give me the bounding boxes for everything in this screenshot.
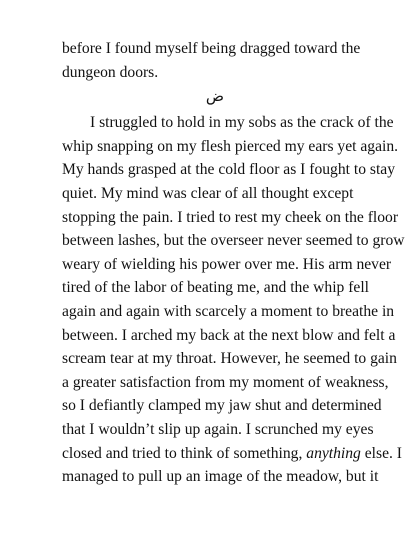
text-line: between. I arched my back at the next blow and felt a [62,326,396,344]
text-line: before I found myself being dragged toward the [62,40,361,57]
book-page [62,37,405,489]
text-line: scream tear at my throat. However, he seemed to gain [62,350,397,368]
text-line: again and again with scarcely a moment to breathe in [62,302,395,320]
paragraph-first-line: I struggled to hold in my sobs as the crack of the [90,114,394,132]
text-line: quiet. My mind was clear of all thought except [62,184,354,202]
text-line: between lashes, but the overseer never seemed to grow [62,232,405,250]
text-line: My hands grasped at the cold floor as I fought to stay [62,161,396,179]
text-line-with-italic [62,442,402,466]
text-line: dungeon doors. [62,63,159,81]
text-line: weary of wielding his power over me. His arm never [62,255,392,273]
text-line: managed to pull up an image of the meadow, but it [62,468,379,486]
text-segment: closed and tried to think of something, [62,444,307,462]
text-segment: else. I [360,444,402,462]
italic-emphasis: anything [306,444,361,462]
text-line: tired of the labor of beating me, and the whip fell [62,279,370,297]
text-line: whip snapping on my flesh pierced my ears yet again. [62,137,399,155]
text-line: a greater satisfaction from my moment of weakness, [62,373,389,391]
text-line: so I defiantly clamped my jaw shut and determined [62,397,382,415]
scene-break-ornament: ض [205,89,225,106]
text-line: that I wouldn’t slip up again. I scrunched my eyes [62,420,374,438]
text-line: stopping the pain. I tried to rest my cheek on the floor [62,208,399,226]
